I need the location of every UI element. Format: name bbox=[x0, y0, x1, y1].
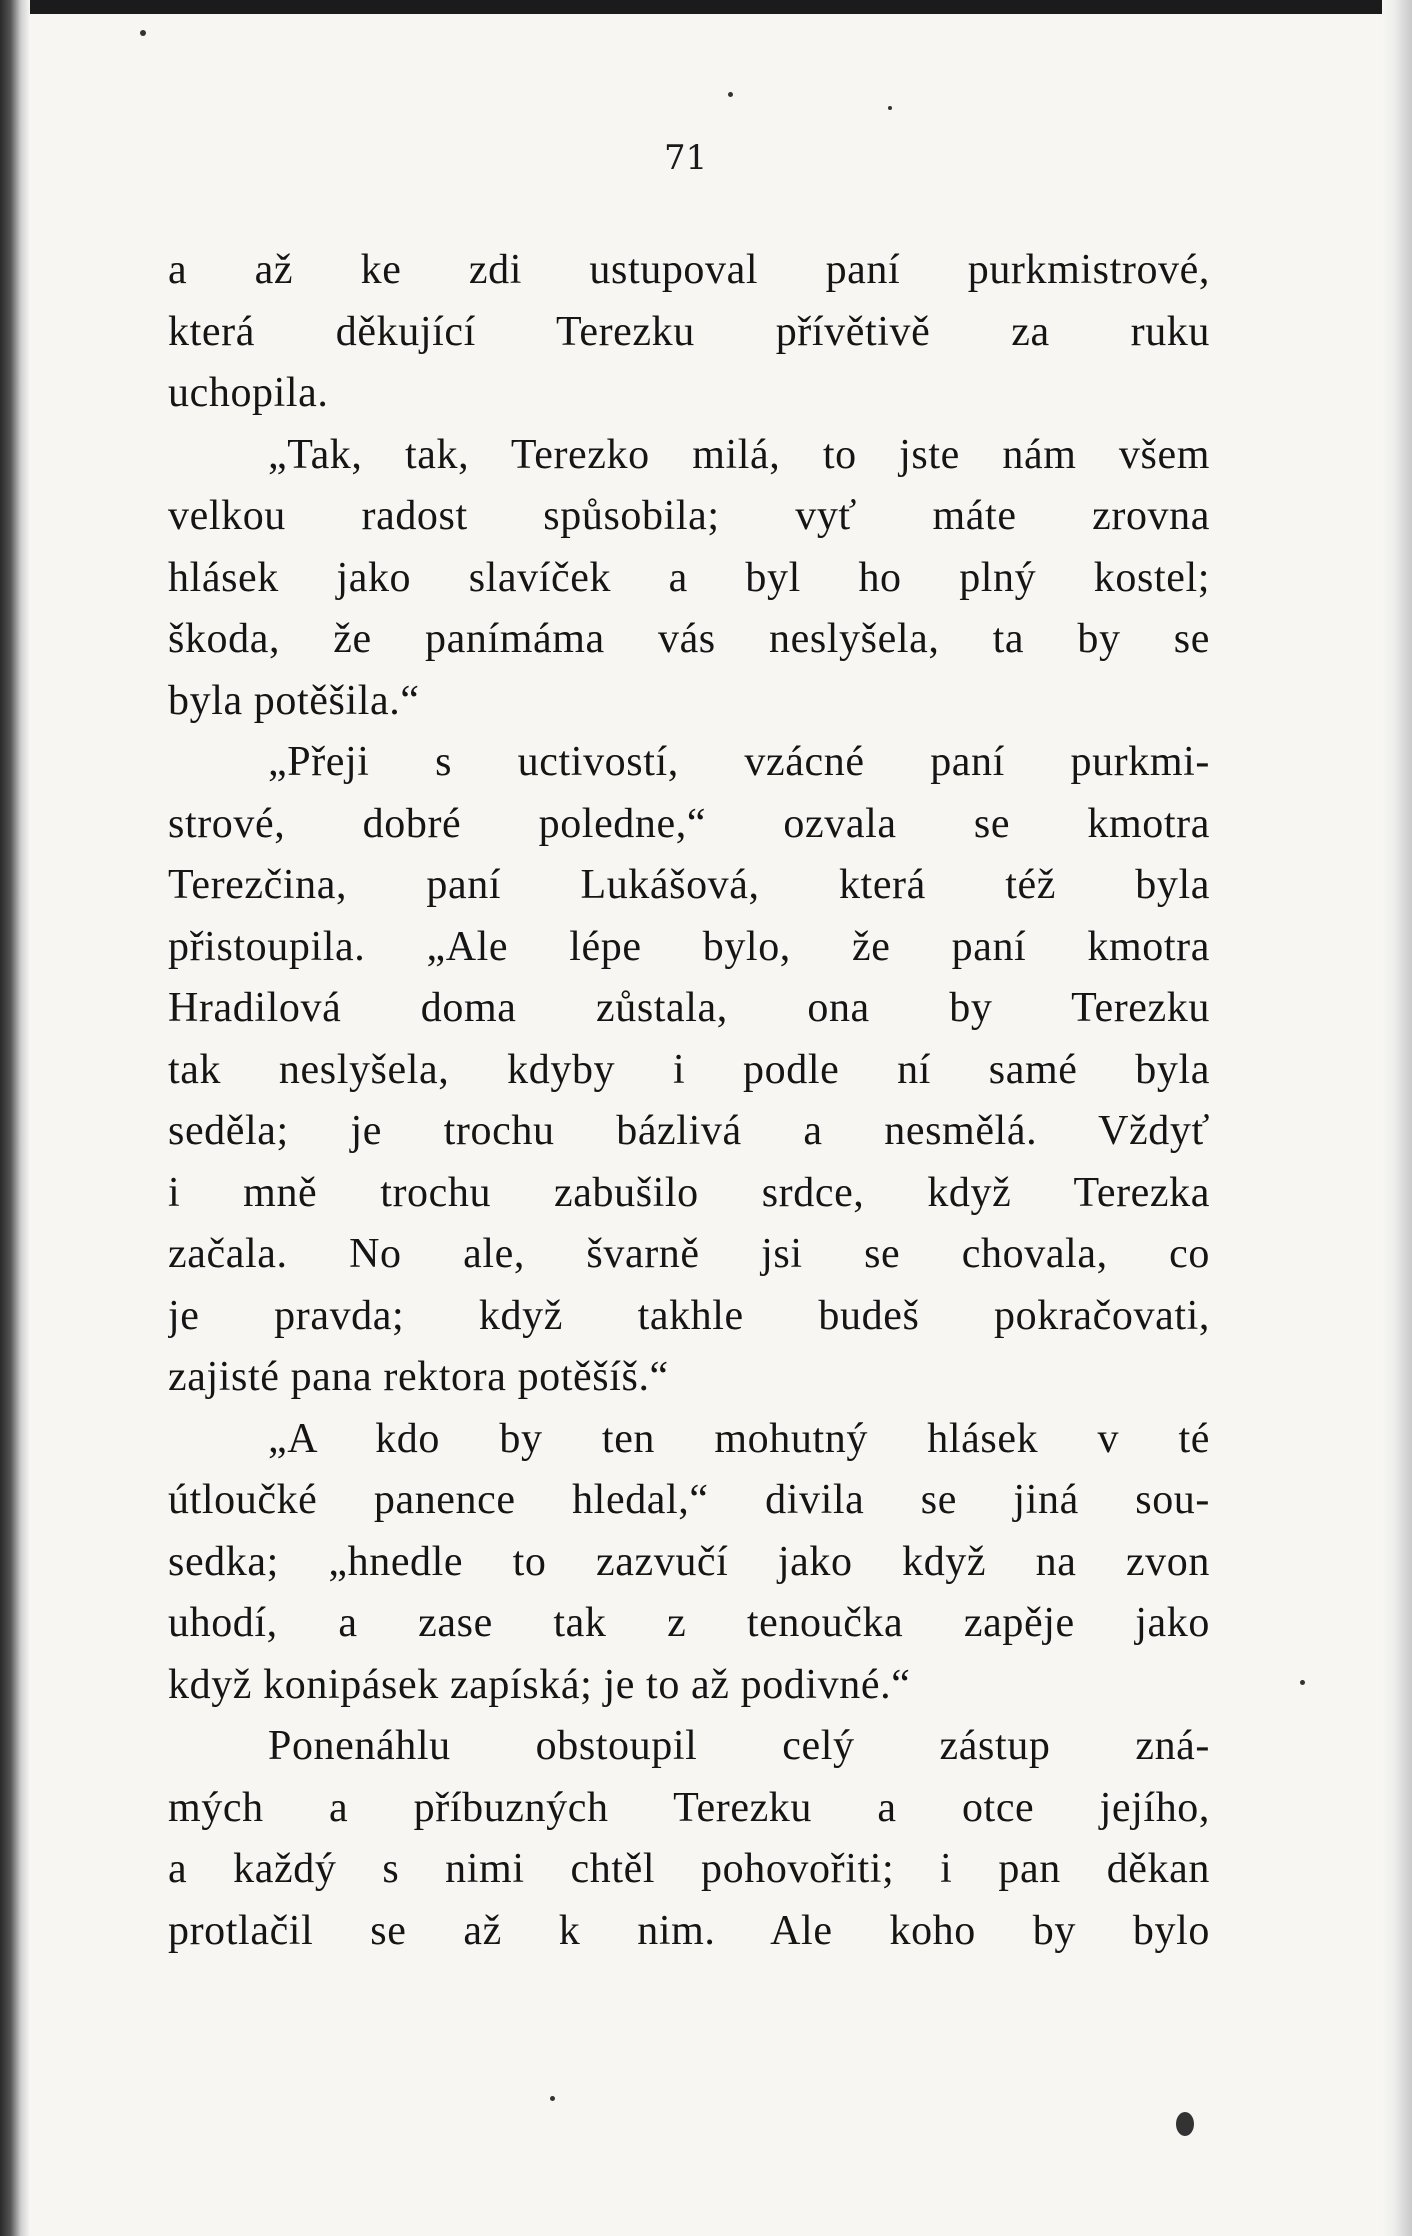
text-line: uchopila. bbox=[168, 370, 329, 416]
text-line: protlačil se až k nim. Ale koho by bylo bbox=[168, 1907, 1210, 1954]
page-right-edge bbox=[1382, 0, 1412, 2236]
text-line: velkou radost spůsobila; vyť máte zrovna bbox=[168, 493, 1210, 539]
text-line: přistoupila. „Ale lépe bylo, že paní kmotra bbox=[168, 923, 1210, 970]
body-text bbox=[168, 240, 1210, 1962]
text-line: je pravda; když takhle budeš pokračovati, bbox=[168, 1292, 1210, 1339]
text-line: byla potěšila.“ bbox=[168, 677, 420, 724]
text-line: strové, dobré poledne,“ ozvala se kmotra bbox=[168, 800, 1210, 847]
text-line: „A kdo by ten mohutný hlásek v té bbox=[268, 1415, 1210, 1462]
text-line: sedka; „hnedle to zazvučí jako když na zvon bbox=[168, 1538, 1210, 1585]
page-binding-edge bbox=[0, 0, 30, 2236]
text-line: Terezčina, paní Lukášová, která též byla bbox=[168, 862, 1210, 908]
print-speck bbox=[1176, 2112, 1194, 2136]
text-line: i mně trochu zabušilo srdce, když Terezka bbox=[168, 1169, 1210, 1216]
print-speck bbox=[888, 106, 892, 110]
text-line: Ponenáhlu obstoupil celý zástup zná- bbox=[268, 1723, 1210, 1769]
text-line: zajisté pana rektora potěšíš.“ bbox=[168, 1354, 669, 1400]
text-line: která děkující Terezku přívětivě za ruku bbox=[168, 308, 1210, 355]
text-line: „Tak, tak, Terezko milá, to jste nám všem bbox=[268, 431, 1210, 478]
text-line: škoda, že panímáma vás neslyšela, ta by se bbox=[168, 616, 1210, 662]
text-line: mých a příbuzných Terezku a otce jejího, bbox=[168, 1784, 1210, 1831]
text-line: „Přeji s uctivostí, vzácné paní purkmi- bbox=[268, 739, 1210, 785]
page-number: 71 bbox=[664, 138, 708, 178]
text-line: a až ke zdi ustupoval paní purkmistrové, bbox=[168, 247, 1210, 293]
print-speck bbox=[1300, 1680, 1305, 1685]
text-line: když konipásek zapíská; je to až podivné.“ bbox=[168, 1661, 911, 1708]
print-speck bbox=[140, 30, 146, 36]
text-line: a každý s nimi chtěl pohovořiti; i pan děkan bbox=[168, 1846, 1210, 1892]
text-line: Hradilová doma zůstala, ona by Terezku bbox=[168, 985, 1210, 1031]
print-speck bbox=[728, 92, 733, 97]
text-line: hlásek jako slavíček a byl ho plný kostel; bbox=[168, 554, 1210, 601]
text-line: seděla; je trochu bázlivá a nesmělá. Vždyť bbox=[168, 1108, 1210, 1154]
print-speck bbox=[550, 2096, 555, 2101]
text-line: tak neslyšela, kdyby i podle ní samé byla bbox=[168, 1046, 1210, 1093]
text-line: útloučké panence hledal,“ divila se jiná sou- bbox=[168, 1477, 1210, 1523]
text-line: uhodí, a zase tak z tenoučka zapěje jako bbox=[168, 1600, 1210, 1646]
page-top-edge bbox=[0, 0, 1412, 14]
text-line: začala. No ale, švarně jsi se chovala, co bbox=[168, 1231, 1210, 1277]
